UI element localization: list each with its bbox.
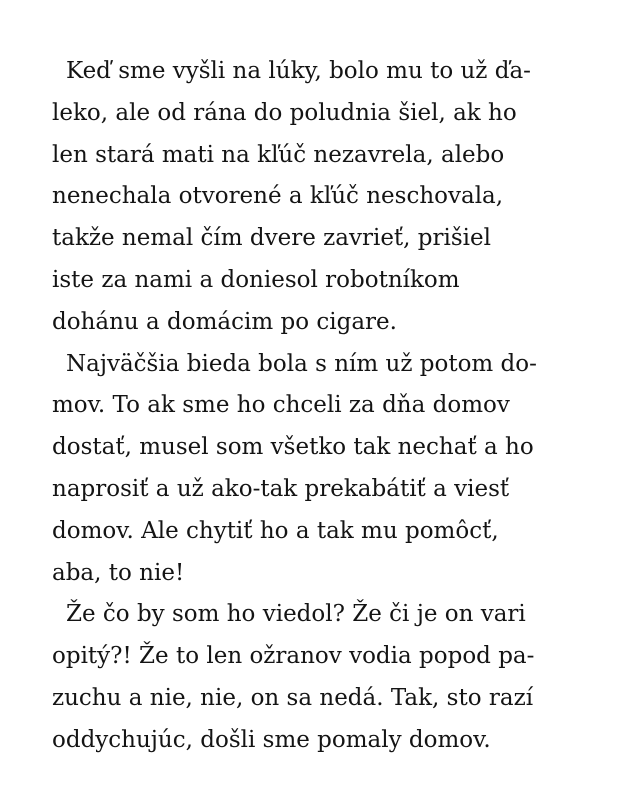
text-line: leko, ale od rána do poludnia šiel, ak ho [52,99,517,126]
text-line: opitý?! Že to len ožranov vodia popod pa- [52,643,535,670]
text-line: domov. Ale chytiť ho a tak mu pomôcť, [52,517,499,544]
paragraph-1 [52,51,592,344]
text-line: takže nemal čím dvere zavrieť, prišiel [52,225,491,252]
paragraph-2 [52,344,592,595]
text-line: oddychujúc, došli sme pomaly domov. [52,726,491,753]
paragraph-3 [52,594,592,761]
text-line: dohánu a domácim po cigare. [52,308,397,335]
text-line: zuchu a nie, nie, on sa nedá. Tak, sto razí [52,684,534,711]
text-line: Najväčšia bieda bola s ním už potom do- [66,350,537,377]
text-line: Že čo by som ho viedol? Že či je on vari [66,601,526,628]
text-line: len stará mati na kľúč nezavrela, alebo [52,141,505,168]
text-line: Keď sme vyšli na lúky, bolo mu to už ďa- [66,58,531,84]
text-line: dostať, musel som všetko tak nechať a ho [52,434,534,461]
text-line: nenechala otvorené a kľúč neschovala, [52,183,504,210]
document-page [52,51,592,762]
text-line: naprosiť a už ako-tak prekabátiť a viesť [52,475,510,502]
text-line: aba, to nie! [52,559,185,586]
text-line: mov. To ak sme ho chceli za dňa domov [52,392,510,419]
text-line: iste za nami a doniesol robotníkom [52,266,460,293]
